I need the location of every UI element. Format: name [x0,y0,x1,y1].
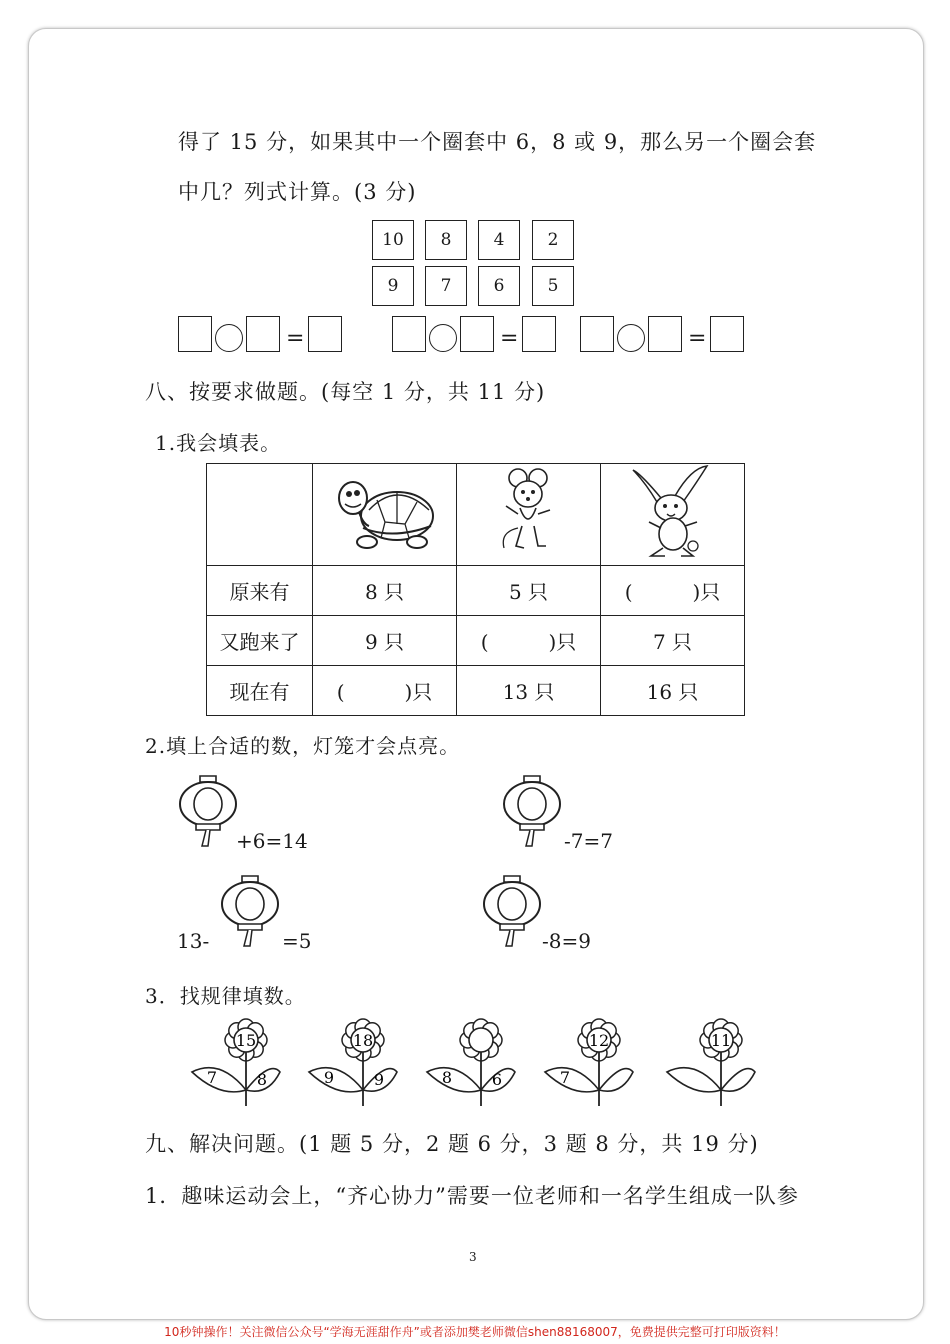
grid-cell: 8 [425,220,467,260]
equation-blank-1 [178,316,348,356]
page-number: 3 [469,1250,477,1264]
table-cell: 8 只 [313,566,457,616]
q3-title: 3．找规律填数。 [145,984,306,1008]
answer-box[interactable] [710,316,744,352]
lantern-expr-1: +6=14 [236,829,308,853]
lantern-icon[interactable] [218,874,282,950]
footer-promo: 10秒钟操作！关注微信公众号“学海无涯甜作舟”或者添加樊老师微信shen88168007，免费提供完整可打印版资料！ [164,1325,786,1339]
lantern-expr-3b: =5 [282,929,312,953]
answer-box[interactable] [522,316,556,352]
lantern-icon[interactable] [480,874,544,950]
answer-box[interactable] [308,316,342,352]
flower-icon [543,1016,635,1108]
flower-icon [665,1016,757,1108]
grid-cell: 6 [478,266,520,306]
lantern-expr-4: -8=9 [542,929,591,953]
operator-circle[interactable] [617,324,645,352]
turtle-image [333,470,437,554]
flower-icon [190,1016,282,1108]
table-cell-blank[interactable]: ( )只 [601,566,745,616]
equals-sign: = [500,326,519,351]
animal-count-table [206,463,745,716]
operator-circle[interactable] [429,324,457,352]
answer-box[interactable] [246,316,280,352]
equals-sign: = [286,326,305,351]
flower-center-number[interactable]: 15 [235,1031,257,1050]
flower-left-leaf-number[interactable]: 7 [559,1068,571,1087]
answer-box[interactable] [178,316,212,352]
flower-left-leaf-number[interactable]: 9 [323,1068,335,1087]
section9-heading: 九、解决问题。(1 题 5 分，2 题 6 分，3 题 8 分，共 19 分) [145,1132,759,1156]
mouse-image [494,466,564,558]
answer-box[interactable] [580,316,614,352]
grid-cell: 4 [478,220,520,260]
section8-heading: 八、按要求做题。(每空 1 分，共 11 分) [145,380,546,404]
flower-icon [307,1016,399,1108]
flower-left-leaf-number[interactable]: 8 [441,1068,453,1087]
grid-cell: 10 [372,220,414,260]
equals-sign: = [688,326,707,351]
problem-text-line1: 得了 15 分，如果其中一个圈套中 6，8 或 9，那么另一个圈会套 [178,130,817,154]
table-cell-blank[interactable]: ( )只 [313,666,457,716]
flower-right-leaf-number[interactable]: 9 [373,1070,385,1089]
flower-center-number[interactable]: 11 [710,1031,732,1050]
operator-circle[interactable] [215,324,243,352]
lantern-expr-3a: 13- [177,929,210,953]
row-label-arrived: 又跑来了 [207,616,313,666]
lantern-icon[interactable] [500,774,564,850]
table-cell: 5 只 [457,566,601,616]
problem-text-line2: 中几？列式计算。(3 分) [178,180,417,204]
table-cell: 9 只 [313,616,457,666]
flower-left-leaf-number[interactable]: 7 [206,1068,218,1087]
table-cell-blank[interactable]: ( )只 [457,616,601,666]
flower-right-leaf-number[interactable]: 8 [256,1070,268,1089]
flower-icon [425,1016,517,1108]
flower-right-leaf-number[interactable]: 6 [491,1070,503,1089]
turtle-cell [313,464,457,566]
row-label-original: 原来有 [207,566,313,616]
rabbit-image [631,464,715,560]
mouse-cell [457,464,601,566]
grid-cell: 7 [425,266,467,306]
table-corner-cell [207,464,313,566]
grid-cell: 2 [532,220,574,260]
answer-box[interactable] [392,316,426,352]
rabbit-cell [601,464,745,566]
answer-box[interactable] [460,316,494,352]
q2-title: 2.填上合适的数，灯笼才会点亮。 [145,734,461,758]
lantern-icon[interactable] [176,774,240,850]
grid-cell: 9 [372,266,414,306]
table-cell: 13 只 [457,666,601,716]
grid-cell: 5 [532,266,574,306]
equation-blank-2 [392,316,562,356]
table-cell: 16 只 [601,666,745,716]
q1-title: 1.我会填表。 [155,431,282,455]
lantern-expr-2: -7=7 [564,829,613,853]
flower-center-number[interactable]: 18 [352,1031,374,1050]
section9-q1-text: 1．趣味运动会上，“齐心协力”需要一位老师和一名学生组成一队参 [145,1184,799,1208]
flower-center-number[interactable]: 12 [588,1031,610,1050]
row-label-now: 现在有 [207,666,313,716]
answer-box[interactable] [648,316,682,352]
table-cell: 7 只 [601,616,745,666]
equation-blank-3 [580,316,750,356]
